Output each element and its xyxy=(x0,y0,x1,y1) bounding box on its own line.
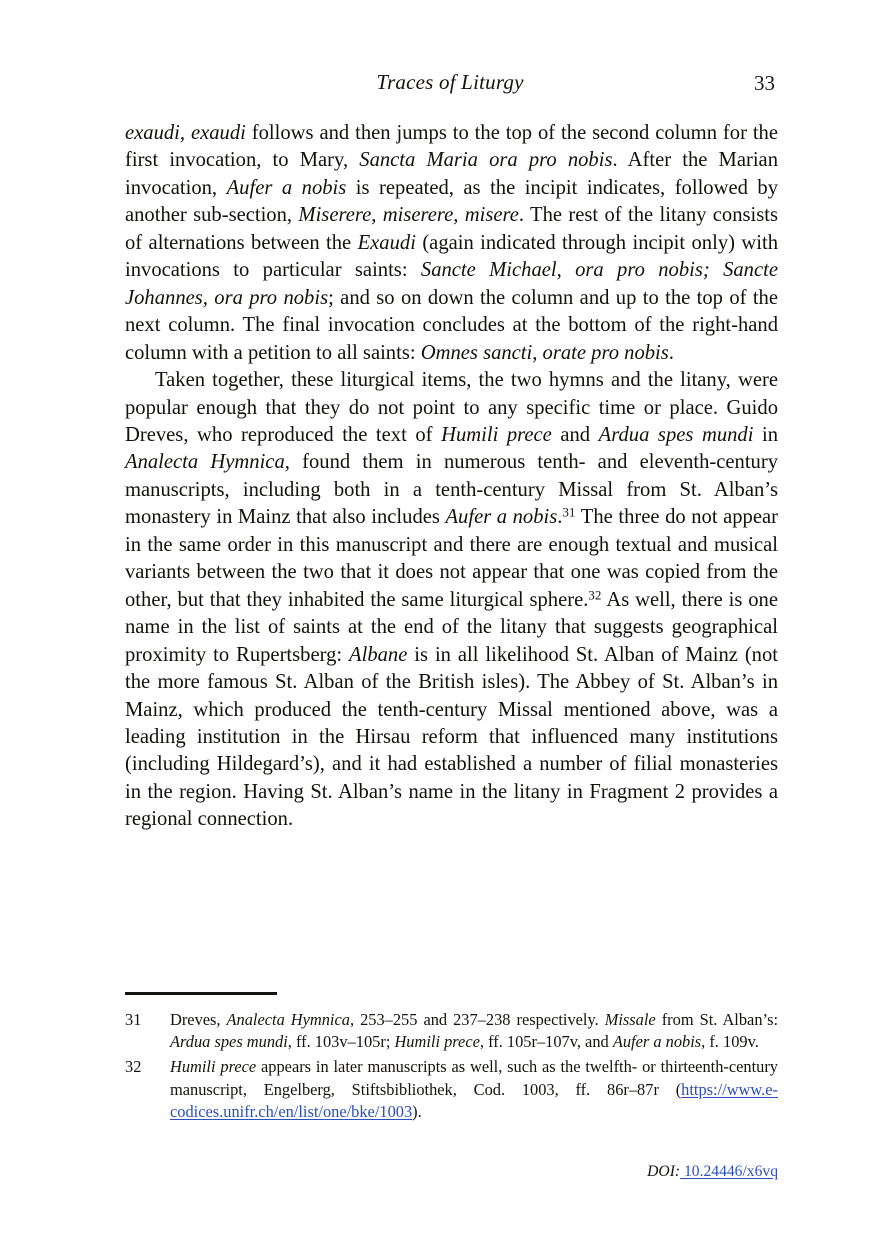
footnote-number: 31 xyxy=(125,1009,142,1029)
text-run: , ff. 105r–107v, and xyxy=(479,1032,613,1051)
paragraph-1 xyxy=(125,120,778,367)
text-run: , f. 109v. xyxy=(701,1032,759,1051)
text-run: appears in later manuscripts as well, such as the twelfth- or thirteenth-century manuscript, Engelberg, Stiftsbibliothek, Cod. 1003, ff. 86r–87r ( xyxy=(170,1057,779,1099)
text-run: . The rest of the litany consists of alternations between the xyxy=(125,204,779,254)
page-number: 33 xyxy=(754,71,775,95)
italic-phrase: Miserere, miserere, misere xyxy=(298,204,519,227)
text-run: As well, there is one name in the list of saints at the end of the litany that suggests geographical proximity to Rupertsberg: xyxy=(125,588,778,666)
doi-label: DOI: xyxy=(647,1163,681,1180)
doi-identifier-link[interactable]: 10.24446/x6vq xyxy=(680,1163,778,1180)
text-run: , 253–255 and 237–238 respectively. xyxy=(349,1009,605,1029)
text-run: ). xyxy=(412,1102,422,1122)
text-run: follows and then jumps to the top of the second column for the first invocation, to Mary, xyxy=(125,122,778,172)
text-run: , found them in numerous tenth- and eleventh-century manuscripts, including both in a tenth-century Missal from St. Alban’s monastery in Mainz that also includes xyxy=(125,451,778,529)
italic-phrase: exaudi, exaudi xyxy=(125,122,246,144)
italic-phrase: Missale xyxy=(604,1009,656,1029)
footnote-separator-rule xyxy=(125,992,277,995)
text-run: and xyxy=(551,423,599,446)
italic-phrase: Humili prece xyxy=(394,1032,480,1051)
text-run: is in all likelihood St. Alban of Mainz (not the more famous St. Alban of the British isles). The Abbey of St. Alban’s in Mainz, which produced the tenth-century Missal mentioned above, was a leading institution in the Hirsau reform that influenced many institutions (including Hildegard’s), and it had established a number of filial monasteries in the region. Having St. Alban’s name in the litany in Fragment 2 provides a regional connection. xyxy=(125,643,778,831)
italic-phrase: Humili prece xyxy=(441,423,552,446)
text-run: The three do not appear in the same order in this manuscript and there are enough textual and musical variants between the two that it does not appear that one was copied from the other, but that they inhabited the same liturgical sphere. xyxy=(125,506,778,611)
text-run: (again indicated through incipit only) with invocations to particular saints: xyxy=(125,231,778,282)
text-run: . xyxy=(668,341,674,364)
text-run: is repeated, as the incipit indicates, followed by another sub-section, xyxy=(125,176,778,227)
text-run: Taken together, these liturgical items, the two hymns and the litany, were popular enough that they do not point to any specific time or place. Guido Dreves, who reproduced the text of xyxy=(125,369,778,446)
italic-phrase: Sancte Michael, ora pro nobis; Sancte Johannes, ora pro nobis xyxy=(125,259,778,309)
footnote-section xyxy=(125,992,778,1127)
paragraph-2 xyxy=(125,367,778,834)
italic-phrase: Ardua spes mundi xyxy=(598,423,754,446)
italic-phrase: Omnes sancti, orate pro nobis xyxy=(420,341,669,364)
running-head-title: Traces of Liturgy xyxy=(376,70,524,94)
text-run: . xyxy=(557,506,563,529)
italic-phrase: Exaudi xyxy=(357,231,416,254)
text-run: in xyxy=(753,423,779,446)
italic-phrase: Ardua spes mundi xyxy=(170,1032,288,1051)
footnote-marker-32[interactable]: 32 xyxy=(588,588,602,603)
italic-phrase: Sancta Maria ora pro nobis xyxy=(359,149,613,172)
text-run: , ff. 103v–105r; xyxy=(287,1032,395,1051)
text-run: Dreves, xyxy=(170,1009,227,1029)
doi-line xyxy=(647,1163,778,1181)
footnote-marker-31[interactable]: 31 xyxy=(562,505,576,520)
body-text-block xyxy=(125,120,778,834)
footnote-32 xyxy=(125,1056,778,1123)
italic-phrase: Aufer a nobis xyxy=(445,506,558,529)
italic-phrase: Analecta Hymnica xyxy=(226,1009,350,1029)
italic-phrase: Humili prece xyxy=(170,1057,257,1077)
footnote-number: 32 xyxy=(125,1057,142,1077)
text-run: ; and so on down the column and up to the top of the next column. The final invocation concludes at the bottom of the right-hand column with a petition to all saints: xyxy=(125,286,778,364)
footnote-31 xyxy=(125,1009,778,1054)
italic-phrase: Aufer a nobis xyxy=(226,176,347,199)
text-run: . After the Marian invocation, xyxy=(125,149,778,199)
text-run: from St. Alban’s: xyxy=(655,1009,779,1029)
e-codices-link[interactable]: https://www.e-codices.unifr.ch/en/list/one/bke/1003 xyxy=(170,1079,778,1122)
italic-phrase: Aufer a nobis xyxy=(612,1032,702,1051)
running-head xyxy=(125,70,775,100)
italic-phrase: Albane xyxy=(349,643,408,666)
italic-phrase: Analecta Hymnica xyxy=(125,451,285,474)
